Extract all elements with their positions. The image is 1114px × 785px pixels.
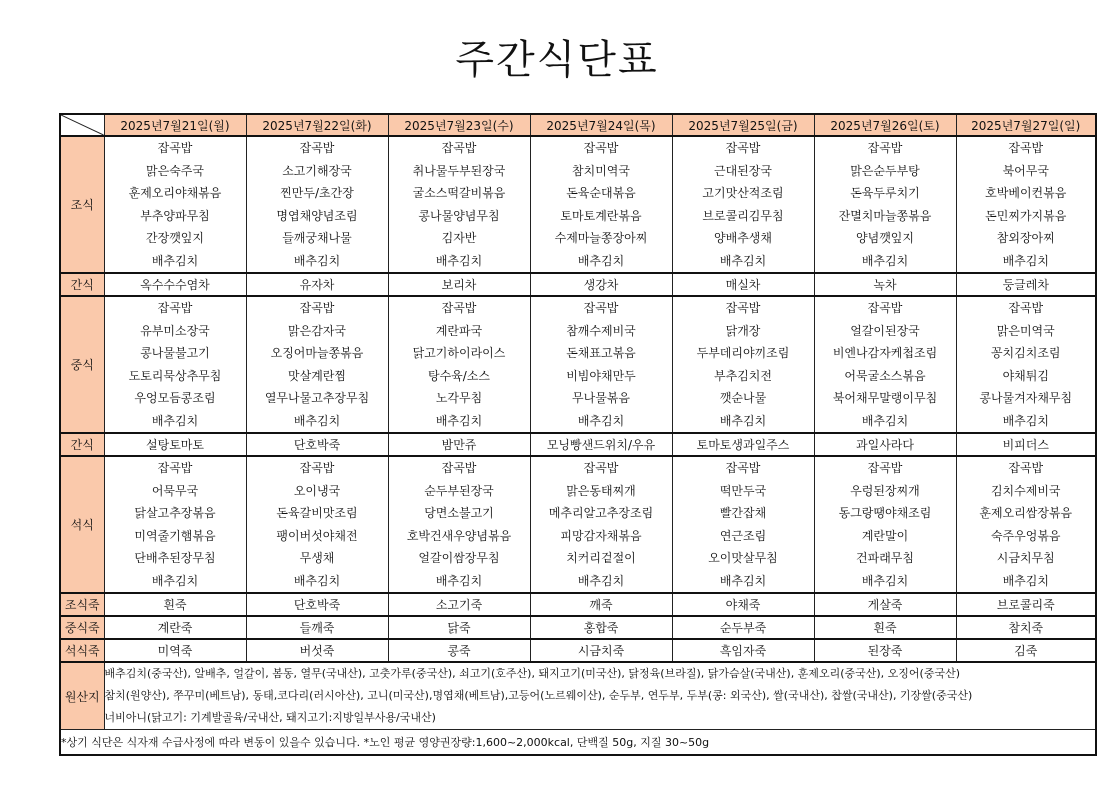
menu-item: 콩죽: [388, 639, 530, 662]
menu-item: 맑은순두부탕: [850, 163, 920, 178]
menu-item: 잡곡밥: [441, 301, 477, 315]
menu-item: 북어무국: [1002, 163, 1049, 178]
origin-line: 너비아니(닭고기: 기계발골육/국내산, 돼지고기:지방일부사용/국내산): [104, 711, 436, 724]
menu-item: 얼갈이쌈장무침: [418, 551, 500, 565]
menu-item: 배추김치: [151, 253, 199, 268]
menu-item: 열무나물고추장무침: [264, 391, 370, 405]
meal-label: 간식: [60, 273, 104, 296]
menu-cell-tue: [246, 296, 388, 433]
menu-item: 흰죽: [814, 616, 956, 639]
menu-item: 우엉모듬콩조림: [134, 391, 216, 405]
menu-item: 훈제오리야채볶음: [128, 186, 222, 200]
menu-item: 미역죽: [104, 639, 246, 662]
menu-item: 잡곡밥: [157, 141, 193, 155]
menu-item: 들깨죽: [246, 616, 388, 639]
menu-item: 양배추생채: [714, 231, 772, 245]
menu-cell-wed: [388, 296, 530, 433]
meal-label: 중식죽: [60, 616, 104, 639]
meal-row: [60, 136, 1096, 273]
menu-item: 단호박죽: [246, 433, 388, 456]
menu-item: 배추김치: [293, 413, 341, 428]
weekly-menu-table: [59, 113, 1097, 756]
menu-item: 빨간잡채: [719, 506, 767, 520]
menu-item: 동그랑땡야채조림: [838, 506, 932, 520]
menu-item: 배추김치: [151, 573, 199, 588]
menu-item: 두부데리야끼조림: [696, 346, 790, 360]
menu-item: 배추김치: [861, 413, 909, 428]
menu-item: 콩나물불고기: [140, 346, 210, 360]
menu-item: 건파래무침: [856, 551, 914, 565]
menu-item: 브로콜리죽: [956, 593, 1096, 616]
menu-item: 얼갈이된장국: [850, 323, 920, 338]
menu-item: 녹차: [814, 273, 956, 296]
menu-item: 어묵굴소스볶음: [844, 368, 926, 383]
menu-item: 미역줄기햄볶음: [134, 528, 216, 543]
menu-item: 깨죽: [530, 593, 672, 616]
meal-label: 중식: [60, 296, 104, 433]
menu-item: 참치미역국: [572, 163, 630, 178]
menu-item: 배추김치: [435, 413, 483, 428]
menu-item: 계란죽: [104, 616, 246, 639]
menu-item: 닭개장: [725, 323, 761, 338]
menu-item: 배추김치: [861, 253, 909, 268]
meal-row: [60, 639, 1096, 662]
menu-item: 잡곡밥: [299, 141, 335, 155]
menu-item: 설탕토마토: [104, 433, 246, 456]
origin-line: 배추김치(중국산), 알배추, 얼갈이, 봄동, 열무(국내산), 고춧가루(중국산), 쇠고기(호주산), 돼지고기(미국산), 닭정육(브라질), 닭가슴살(국내산), 훈제오리(중국산), 오징어(중국산): [104, 667, 960, 680]
menu-item: 소고기해장국: [282, 163, 352, 178]
menu-item: 맑은동태찌개: [566, 483, 636, 498]
menu-item: 북어채무말랭이무침: [832, 391, 938, 405]
menu-item: 생강차: [530, 273, 672, 296]
menu-item: 보리차: [388, 273, 530, 296]
menu-item: 명엽채양념조림: [276, 208, 358, 223]
menu-item: 잡곡밥: [1008, 301, 1044, 315]
menu-item: 잡곡밥: [583, 141, 619, 155]
menu-item: 유자차: [246, 273, 388, 296]
footnote: *상기 식단은 식자재 수급사정에 따라 변동이 있을수 있습니다. *노인 평균 영양권장량:1,600~2,000kcal, 단백질 50g, 지질 30~50g: [60, 730, 1096, 756]
menu-item: 참외장아찌: [996, 231, 1055, 245]
date-header-sat: 2025년7월26일(토): [814, 114, 956, 136]
menu-item: 잡곡밥: [299, 301, 335, 315]
menu-item: 돈육순대볶음: [566, 186, 636, 200]
corner-diagonal-cell: [60, 114, 104, 136]
menu-item: 잡곡밥: [157, 461, 193, 475]
menu-item: 노각무침: [435, 391, 483, 405]
menu-item: 매실차: [672, 273, 814, 296]
menu-item: 옥수수수염차: [104, 273, 246, 296]
menu-item: 떡만두국: [719, 483, 767, 498]
menu-item: 잡곡밥: [299, 461, 335, 475]
menu-cell-fri: [672, 456, 814, 593]
menu-item: 오징어마늘쫑볶음: [270, 346, 364, 360]
menu-item: 잡곡밥: [867, 301, 903, 315]
menu-cell-mon: [104, 456, 246, 593]
date-header-wed: 2025년7월23일(수): [388, 114, 530, 136]
menu-cell-sat: [814, 456, 956, 593]
menu-item: 돈민찌가지볶음: [985, 208, 1067, 223]
menu-cell-sun: [956, 136, 1096, 273]
menu-cell-thu: [530, 456, 672, 593]
menu-item: 배추김치: [151, 413, 199, 428]
menu-item: 비빔야채만두: [566, 368, 636, 383]
menu-item: 콩나물겨자채무침: [979, 391, 1073, 405]
menu-item: 호박건새우양념볶음: [406, 528, 512, 543]
meal-label: 조식: [60, 136, 104, 273]
menu-item: 배추김치: [577, 413, 625, 428]
menu-item: 배추김치: [861, 573, 909, 588]
menu-item: 돈육두루치기: [850, 186, 920, 200]
menu-item: 배추김치: [293, 573, 341, 588]
menu-item: 된장죽: [814, 639, 956, 662]
menu-cell-thu: [530, 136, 672, 273]
menu-item: 잡곡밥: [583, 301, 619, 315]
menu-item: 버섯죽: [246, 639, 388, 662]
menu-cell-thu: [530, 296, 672, 433]
menu-item: 찐만두/초간장: [280, 186, 354, 200]
date-header-row: [60, 114, 1096, 136]
menu-item: 배추김치: [1002, 253, 1049, 268]
menu-item: 밤만쥬: [388, 433, 530, 456]
page-title: 주간식단표: [455, 37, 659, 83]
meal-label: 석식죽: [60, 639, 104, 662]
menu-item: 김자반: [441, 231, 477, 245]
meal-label: 석식: [60, 456, 104, 593]
meal-label: 간식: [60, 433, 104, 456]
menu-item: 피망감자채볶음: [560, 528, 642, 543]
menu-item: 오이냉국: [293, 483, 341, 498]
menu-item: 모닝빵샌드위치/우유: [530, 433, 672, 456]
menu-item: 어묵무국: [151, 483, 199, 498]
menu-item: 닭죽: [388, 616, 530, 639]
menu-cell-mon: [104, 136, 246, 273]
menu-item: 잡곡밥: [441, 461, 477, 475]
menu-item: 야채튀김: [1002, 368, 1049, 383]
menu-item: 김죽: [956, 639, 1096, 662]
menu-cell-sun: [956, 296, 1096, 433]
menu-item: 배추김치: [435, 573, 483, 588]
menu-cell-tue: [246, 456, 388, 593]
menu-item: 맑은미역국: [996, 323, 1055, 338]
menu-item: 잡곡밥: [1008, 141, 1044, 155]
menu-item: 훈제오리쌈장볶음: [979, 506, 1073, 520]
menu-item: 배추김치: [577, 573, 625, 588]
menu-item: 단호박죽: [246, 593, 388, 616]
menu-item: 단배추된장무침: [134, 551, 216, 565]
meal-row: [60, 616, 1096, 639]
origin-row: [60, 662, 1096, 730]
menu-item: 맑은감자국: [288, 323, 346, 338]
menu-item: 참치죽: [956, 616, 1096, 639]
menu-item: 잡곡밥: [725, 461, 761, 475]
menu-item: 잡곡밥: [725, 141, 761, 155]
menu-item: 돈채표고볶음: [566, 346, 636, 360]
menu-item: 과일사라다: [814, 433, 956, 456]
menu-item: 탕수육/소스: [427, 368, 490, 383]
menu-item: 토마토생과일주스: [672, 433, 814, 456]
menu-cell-wed: [388, 456, 530, 593]
menu-cell-fri: [672, 136, 814, 273]
menu-item: 소고기죽: [388, 593, 530, 616]
menu-item: 흰죽: [104, 593, 246, 616]
origin-label: 원산지: [60, 662, 104, 730]
menu-item: 잡곡밥: [1008, 461, 1044, 475]
menu-item: 잡곡밥: [441, 141, 477, 155]
menu-item: 배추김치: [293, 253, 341, 268]
menu-item: 메추리알고추장조림: [548, 506, 654, 520]
menu-cell-mon: [104, 296, 246, 433]
date-header-mon: 2025년7월21일(월): [104, 114, 246, 136]
menu-item: 배추김치: [719, 253, 767, 268]
menu-item: 호박베이컨볶음: [985, 186, 1067, 200]
menu-item: 들깨궁채나물: [282, 231, 352, 245]
date-header-fri: 2025년7월25일(금): [672, 114, 814, 136]
meal-row: [60, 433, 1096, 456]
menu-item: 배추김치: [435, 253, 483, 268]
menu-item: 순두부죽: [672, 616, 814, 639]
menu-item: 계란말이: [861, 528, 909, 543]
menu-item: 치커리겉절이: [566, 551, 636, 565]
menu-item: 잔멸치마늘쫑볶음: [838, 208, 932, 223]
date-header-tue: 2025년7월22일(화): [246, 114, 388, 136]
menu-item: 시금치죽: [530, 639, 672, 662]
menu-item: 고기맛산적조림: [702, 186, 784, 200]
menu-item: 당면소불고기: [424, 506, 494, 520]
menu-item: 브로콜리김무침: [702, 208, 784, 223]
date-header-thu: 2025년7월24일(목): [530, 114, 672, 136]
menu-item: 잡곡밥: [867, 461, 903, 475]
menu-item: 순두부된장국: [424, 483, 494, 498]
menu-cell-tue: [246, 136, 388, 273]
menu-item: 꽁치김치조림: [990, 346, 1061, 360]
menu-item: 연근조림: [719, 528, 767, 543]
menu-item: 배추김치: [719, 573, 767, 588]
menu-item: 깻순나물: [719, 391, 767, 405]
menu-item: 오이맛살무침: [708, 551, 778, 565]
menu-item: 부추김치전: [714, 368, 772, 383]
menu-cell-fri: [672, 296, 814, 433]
menu-item: 잡곡밥: [157, 301, 193, 315]
menu-item: 둥글레차: [956, 273, 1096, 296]
menu-item: 홍합죽: [530, 616, 672, 639]
menu-item: 무나물볶음: [572, 391, 630, 405]
menu-item: 양념깻잎지: [856, 231, 914, 245]
menu-item: 유부미소장국: [140, 323, 210, 338]
menu-item: 시금치무침: [996, 551, 1055, 565]
menu-item: 비엔나감자케첩조림: [832, 346, 938, 360]
menu-item: 취나물두부된장국: [412, 163, 506, 178]
menu-item: 우렁된장찌개: [850, 483, 920, 498]
meal-label: 조식죽: [60, 593, 104, 616]
menu-item: 수제마늘쫑장아찌: [554, 231, 648, 245]
menu-cell-sat: [814, 136, 956, 273]
origin-line: 참치(원양산), 쭈꾸미(베트남), 동태,코다리(러시아산), 고니(미국산),명엽채(베트남),고등어(노르웨이산), 순두부, 연두부, 두부(콩: 외국산), 쌀(국내산), 찹쌀(국내산), 기장쌀(중국산): [104, 689, 973, 702]
menu-item: 무생채: [299, 551, 335, 565]
menu-cell-sun: [956, 456, 1096, 593]
menu-item: 콩나물양념무침: [418, 208, 500, 223]
menu-cell-wed: [388, 136, 530, 273]
menu-item: 야채죽: [672, 593, 814, 616]
menu-item: 팽이버섯야채전: [276, 528, 358, 543]
menu-item: 근대된장국: [714, 163, 772, 178]
note-row: [60, 730, 1096, 756]
menu-item: 흑임자죽: [672, 639, 814, 662]
menu-item: 참깨수제비국: [566, 323, 636, 338]
menu-item: 배추김치: [719, 413, 767, 428]
menu-item: 잡곡밥: [583, 461, 619, 475]
meal-row: [60, 456, 1096, 593]
meal-row: [60, 273, 1096, 296]
menu-item: 게살죽: [814, 593, 956, 616]
menu-item: 닭고기하이라이스: [412, 346, 506, 360]
menu-item: 배추김치: [1002, 573, 1049, 588]
menu-item: 맑은숙주국: [146, 163, 204, 178]
menu-item: 배추김치: [1002, 413, 1049, 428]
menu-item: 돈육갈비맛조림: [276, 506, 358, 520]
date-header-sun: 2025년7월27일(일): [956, 114, 1096, 136]
menu-item: 맛살계란찜: [288, 368, 346, 383]
menu-item: 김치수제비국: [990, 483, 1061, 498]
menu-item: 잡곡밥: [725, 301, 761, 315]
menu-item: 간장깻잎지: [146, 231, 204, 245]
menu-cell-sat: [814, 296, 956, 433]
meal-row: [60, 296, 1096, 433]
menu-item: 잡곡밥: [867, 141, 903, 155]
menu-item: 닭살고추장볶음: [134, 506, 216, 520]
menu-item: 부추양파무침: [140, 208, 210, 223]
menu-item: 도토리묵상추무침: [128, 368, 222, 383]
menu-item: 비피더스: [956, 433, 1096, 456]
menu-item: 계란파국: [435, 323, 483, 338]
menu-item: 굴소스떡갈비볶음: [412, 186, 506, 200]
menu-item: 배추김치: [577, 253, 625, 268]
menu-item: 숙주우엉볶음: [990, 528, 1061, 543]
origin-info: [104, 662, 1096, 730]
menu-item: 토마토계란볶음: [560, 208, 642, 223]
meal-row: [60, 593, 1096, 616]
